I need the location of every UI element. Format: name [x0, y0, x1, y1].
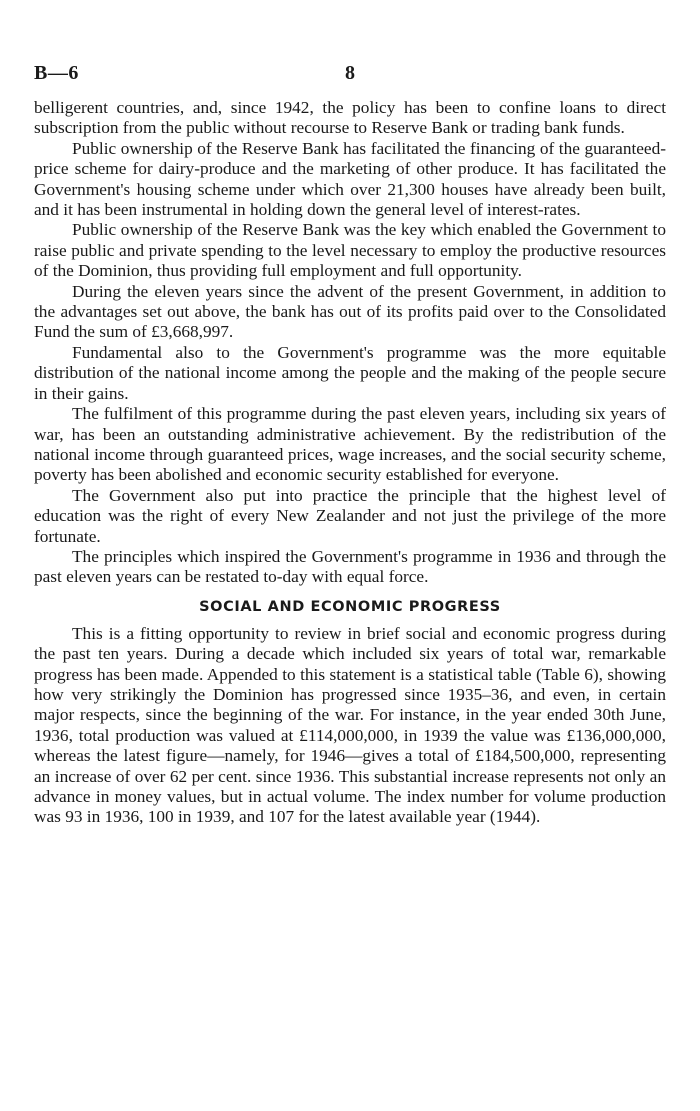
body-text [34, 98, 666, 828]
paragraph: The principles which inspired the Government's programme in 1936 and through the past eleven years can be restated to-day with equal force. [34, 546, 666, 587]
paragraph: The Government also put into practice the principle that the highest level of education was the right of every New Zealander and not just the privilege of the more fortunate. [34, 485, 666, 546]
paragraph-continuation: belligerent countries, and, since 1942, the policy has been to confine loans to direct subscription from the public without recourse to Reserve Bank or trading bank funds. [34, 98, 666, 138]
section-heading: SOCIAL AND ECONOMIC PROGRESS [199, 598, 501, 615]
paragraph: During the eleven years since the advent of the present Government, in addition to the advantages set out above, the bank has out of its profits paid over to the Consolidated Fund the sum of £3,668,997. [34, 281, 666, 342]
document-reference: B—6 [34, 62, 79, 84]
paragraph: Fundamental also to the Government's programme was the more equitable distribution of the national income among the people and the making of the people secure in their gains. [34, 342, 666, 403]
paragraph: Public ownership of the Reserve Bank was the key which enabled the Government to raise public and private spending to the level necessary to employ the productive resources of the Dominion, thus providing full employment and full opportunity. [34, 220, 666, 281]
paragraph: The fulfilment of this programme during the past eleven years, including six years of war, has been an outstanding administrative achievement. By the redistribution of the national income through guaranteed prices, wage increases, and the social security scheme, poverty has been abolished and economic security established for everyone. [34, 404, 666, 485]
page-header [34, 62, 666, 86]
section-paragraph: This is a fitting opportunity to review in brief social and economic progress during the past ten years. During a decade which included six years of total war, remarkable progress has been made. Appended to this statement is a statistical table (Table 6), showing how very strikingly the Dominion has progressed since 1935–36, and even, in certain major respects, since the beginning of the war. For instance, in the year ended 30th June, 1936, total production was valued at £114,000,000, in 1939 the value was £136,000,000, whereas the latest figure—namely, for 1946—gives a total of £184,500,000, representing an increase of over 62 per cent. since 1936. This substantial increase represents not only an advance in money values, but in actual volume. The index number for volume production was 93 in 1936, 100 in 1939, and 107 for the latest available year (1944). [34, 623, 666, 827]
page-number: 8 [345, 62, 355, 84]
paragraph: Public ownership of the Reserve Bank has facilitated the financing of the guaranteed-price scheme for dairy-produce and the marketing of other produce. It has facilitated the Government's housing scheme under which over 21,300 houses have already been built, and it has been instrumental in holding down the general level of interest-rates. [34, 138, 666, 220]
